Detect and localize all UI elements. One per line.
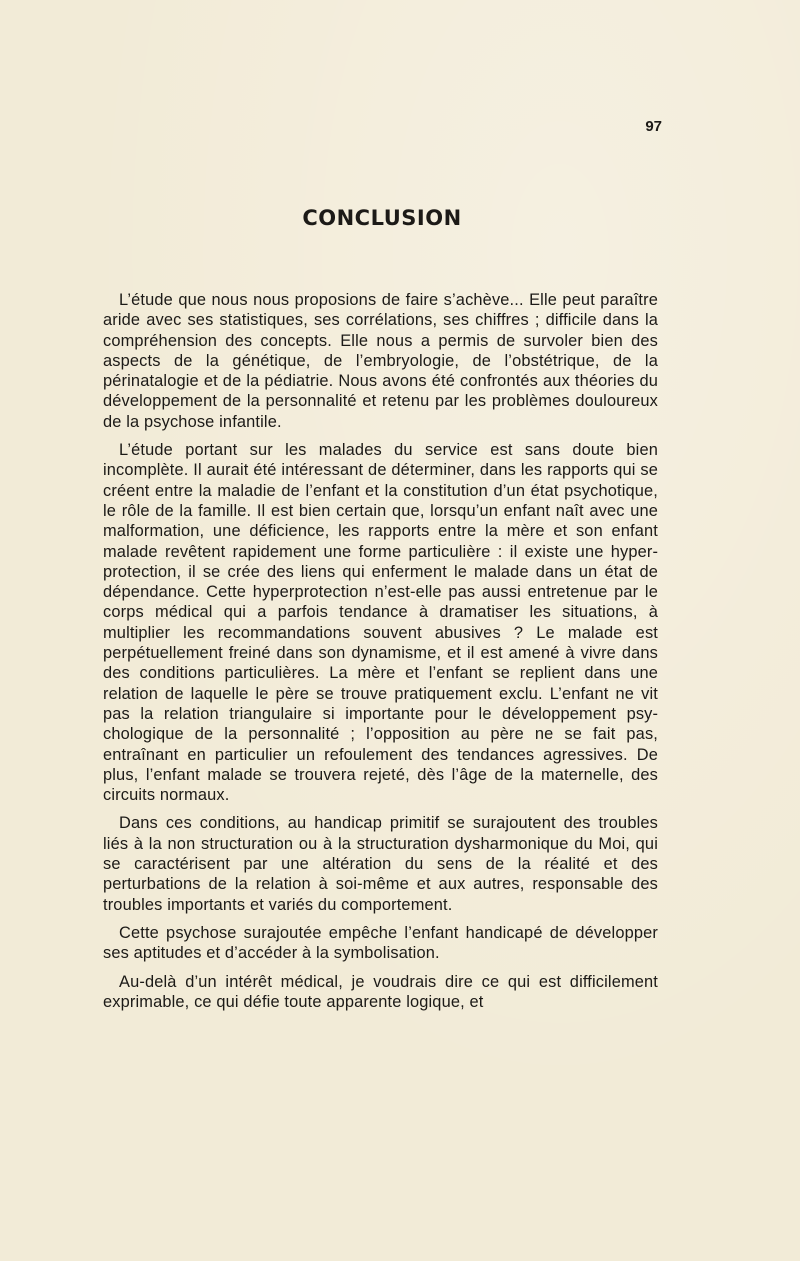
paragraph: L’étude que nous nous proposions de faire s’achève... Elle peut paraître aride avec ses statistiques, ses corrélations, ses chiffres ; difficile dans la compréhension des concepts. Elle nous a permis de survoler bien des aspects de la génétique, de l’embryologie, de l’obstétrique, de la périnatalogie et de la pédiatrie. Nous avons été confrontés aux théories du développement de la personnalité et retenu par les problèmes douloureux de la psychose infantile. [103,291,658,431]
paragraph: Dans ces conditions, au handicap primitif se surajoutent des troubles liés à la non structuration ou à la structuration dysharmonique du Moi, qui se caractérisent par une altération du sens de la réalité et des perturbations de la relation à soi-même et aux autres, responsable des troubles importants et variés du comportement. [103,814,658,914]
page-number: 97 [645,118,662,135]
paragraph: Cette psychose surajoutée empêche l’enfant handicapé de développer ses aptitudes et d’accéder à la symbolisation. [103,923,658,963]
paragraph: L’étude portant sur les malades du service est sans doute bien incomplète. Il aurait été intéressant de déterminer, dans les rapports qui se créent entre la maladie de l’enfant et la constitution d’un état psychotique, le rôle de la famille. Il est bien certain que, lorsqu’un enfant naît avec une malformation, une déficience, les rapports entre la mère et son enfant malade revêtent rapidement une forme particulière : il existe une hyperprotection, il se crée des liens qui enferment le malade dans un état de dépendance. Cette hyperprotection n’est-elle pas aussi entretenue par le corps médical qui a parfois tendance à dramatiser les situations, à multiplier les recommandations souvent abusives ? Le malade est perpétuellement freiné dans son dynamisme, et il est amené à vivre dans des conditions particulières. La mère et l’enfant se replient dans une relation de laquelle le père se trouve pratiquement exclu. L’enfant ne vit pas la relation triangulaire si importante pour le développement psychologique de la personnalité ; l’opposition au père ne se fait pas, entraînant en particulier un refoulement des tendances agressives. De plus, l’enfant malade se trouvera rejeté, dès l’âge de la maternelle, des circuits normaux. [103,441,658,805]
paragraph: Au-delà d’un intérêt médical, je voudrais dire ce qui est difficilement exprimable, ce qui défie toute apparente logique, et [103,972,658,1011]
chapter-title: CONCLUSION [302,206,462,230]
body-text [103,290,658,1012]
